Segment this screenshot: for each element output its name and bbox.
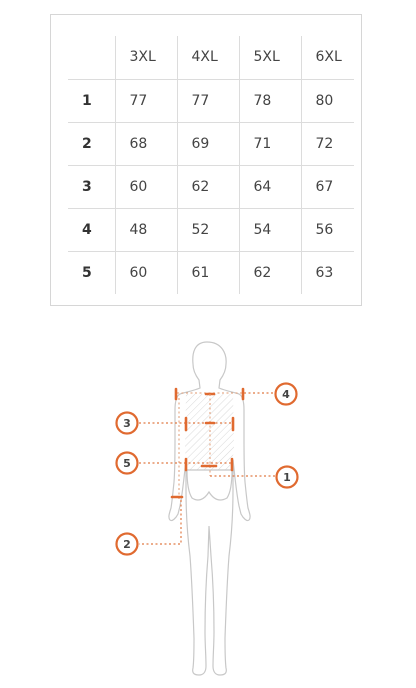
marker-1: [277, 467, 298, 488]
torso-hatch: [185, 394, 234, 472]
table-cell: 72: [301, 122, 354, 165]
marker-5: [117, 453, 138, 474]
table-cell: 67: [301, 165, 354, 208]
table-cell: 52: [177, 208, 239, 251]
table-cell: 80: [301, 79, 354, 122]
table-cell: 63: [301, 251, 354, 294]
row-label: 1: [82, 92, 92, 109]
row-label: 4: [82, 221, 92, 238]
marker-3-label: 3: [123, 417, 131, 430]
table-cell: 61: [177, 251, 239, 294]
table-cell: 68: [115, 122, 177, 165]
size-table-frame: [50, 14, 362, 306]
table-row: [68, 251, 354, 294]
table-cell: 48: [115, 208, 177, 251]
table-header-row: [68, 36, 354, 79]
table-cell: 62: [177, 165, 239, 208]
row-label: 5: [82, 264, 92, 281]
row-label: 3: [82, 178, 92, 195]
table-cell: 54: [239, 208, 301, 251]
header-cell-4xl: 4XL: [177, 36, 239, 79]
figure-silhouette: [169, 342, 250, 675]
table-cell: 77: [115, 79, 177, 122]
size-table: [68, 36, 354, 294]
marker-4: [276, 384, 297, 405]
table-cell: 64: [239, 165, 301, 208]
table-cell: 71: [239, 122, 301, 165]
marker-2: [117, 534, 138, 555]
table-cell: 60: [115, 251, 177, 294]
header-cell-5xl: 5XL: [239, 36, 301, 79]
row-label: 2: [82, 135, 92, 152]
marker-2-label: 2: [123, 538, 131, 551]
table-cell: 77: [177, 79, 239, 122]
marker-4-label: 4: [282, 388, 290, 401]
marker-1-label: 1: [283, 471, 291, 484]
marker-5-label: 5: [123, 457, 131, 470]
table-cell: 62: [239, 251, 301, 294]
table-row: [68, 165, 354, 208]
table-cell: 69: [177, 122, 239, 165]
human-figure: [169, 342, 250, 675]
header-cell-6xl: 6XL: [301, 36, 354, 79]
table-cell: 60: [115, 165, 177, 208]
table-row: [68, 79, 354, 122]
header-cell-corner: [68, 36, 115, 79]
table-cell: 56: [301, 208, 354, 251]
marker-3: [117, 413, 138, 434]
body-measurement-diagram: [0, 320, 416, 688]
table-row: [68, 208, 354, 251]
table-cell: 78: [239, 79, 301, 122]
header-cell-3xl: 3XL: [115, 36, 177, 79]
table-row: [68, 122, 354, 165]
